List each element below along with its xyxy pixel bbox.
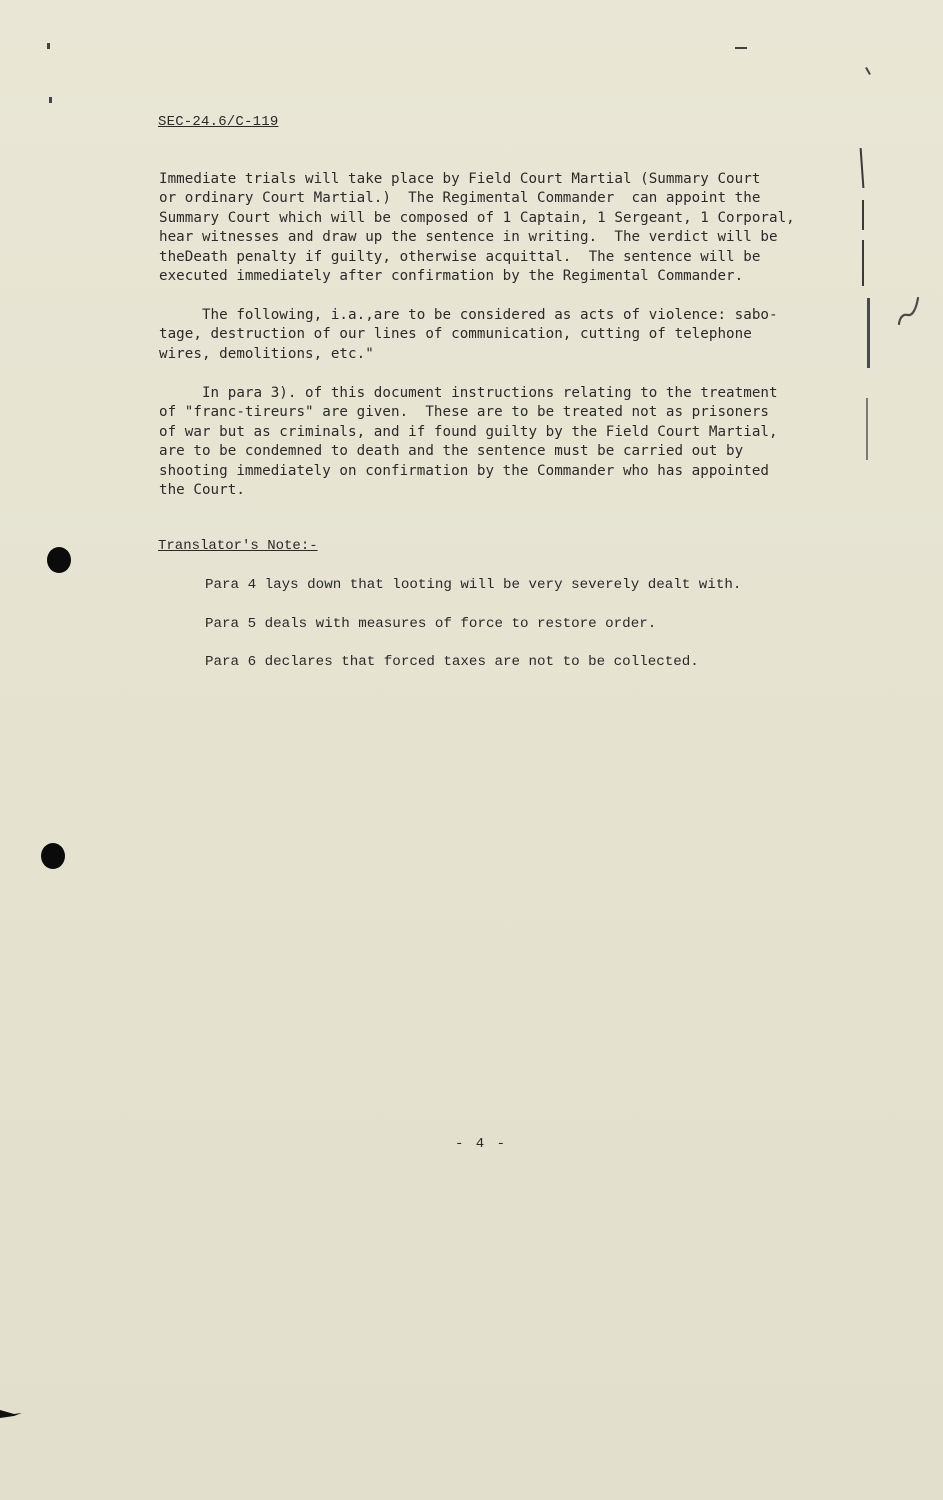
margin-bracket-mark — [860, 148, 865, 188]
paper-speck — [865, 67, 871, 75]
punch-hole — [41, 843, 65, 869]
translators-note-item: Para 5 deals with measures of force to restore order. — [205, 616, 657, 632]
margin-bracket-mark — [866, 398, 868, 460]
translators-note-item: Para 6 declares that forced taxes are not to be collected. — [205, 654, 699, 670]
paper-speck — [735, 47, 747, 49]
paragraph-acts-of-violence — [159, 306, 859, 364]
paper-speck — [49, 97, 52, 103]
text-line: of "franc-tireurs" are given. These are to be treated not as prisoners — [159, 404, 770, 421]
text-line: Immediate trials will take place by Field Court Martial (Summary Court — [159, 171, 761, 187]
paragraph-trials — [159, 170, 859, 286]
margin-bracket-mark — [862, 240, 864, 286]
text-line: The following, i.a.,are to be considered as acts of violence: sabo- — [159, 307, 778, 323]
text-line: are to be condemned to death and the sentence must be carried out by — [159, 443, 744, 460]
margin-bracket-mark — [867, 298, 870, 368]
text-line: of war but as criminals, and if found guilty by the Field Court Martial, — [159, 423, 778, 440]
text-line: In para 3). of this document instructions relating to the treatment — [159, 385, 778, 401]
text-line: tage, destruction of our lines of communication, cutting of telephone — [159, 326, 752, 343]
text-line: shooting immediately on confirmation by the Commander who has appointed — [159, 462, 770, 479]
text-line: executed immediately after confirmation by the Regimental Commander. — [159, 268, 744, 285]
text-line: Summary Court which will be composed of 1 Captain, 1 Sergeant, 1 Corporal, — [159, 209, 795, 226]
translators-note-item: Para 4 lays down that looting will be very severely dealt with. — [205, 577, 742, 593]
text-line: hear witnesses and draw up the sentence in writing. The verdict will be — [159, 229, 778, 246]
edge-tab-mark — [0, 1408, 22, 1420]
text-line: wires, demolitions, etc." — [159, 345, 374, 362]
paragraph-franc-tireurs — [159, 384, 859, 500]
page-number: - 4 - — [455, 1136, 508, 1152]
pencil-tick-mark — [896, 296, 922, 326]
paper-speck — [47, 43, 50, 49]
document-reference: SEC-24.6/C-119 — [158, 114, 279, 130]
text-line: or ordinary Court Martial.) The Regimental Commander can appoint the — [159, 190, 761, 207]
margin-bracket-mark — [862, 200, 864, 230]
translators-note-heading: Translator's Note:- — [158, 538, 318, 554]
punch-hole — [47, 547, 71, 573]
text-line: the Court. — [159, 482, 245, 499]
text-line: theDeath penalty if guilty, otherwise acquittal. The sentence will be — [159, 248, 761, 265]
